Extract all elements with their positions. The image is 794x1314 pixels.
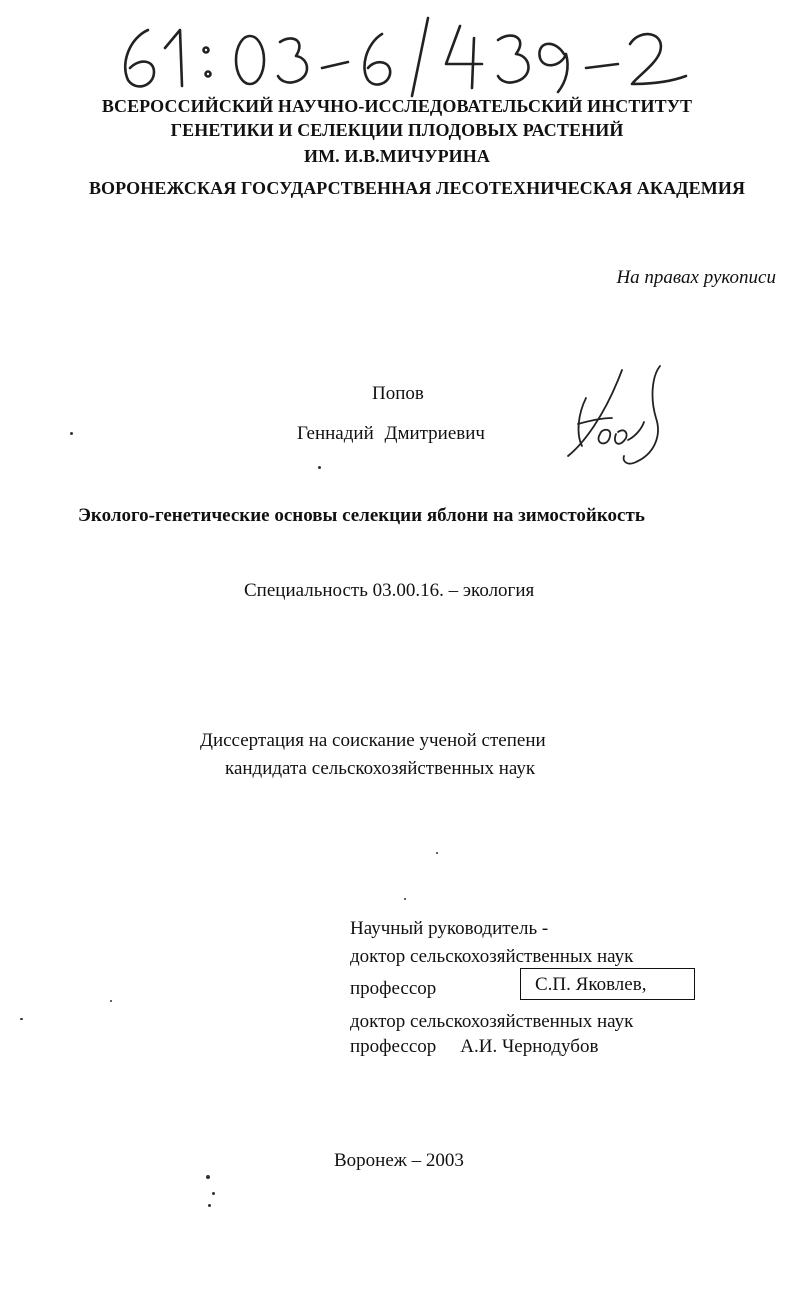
scan-speck	[212, 1192, 215, 1195]
degree-line-1: Диссертация на соискание ученой степени	[200, 730, 546, 751]
scan-speck	[208, 1204, 211, 1207]
scan-speck	[404, 898, 406, 900]
institution-line-4: ВОРОНЕЖСКАЯ ГОСУДАРСТВЕННАЯ ЛЕСОТЕХНИЧЕСКАЯ АКАДЕМИЯ	[88, 178, 746, 198]
supervisor-1-name: С.П. Яковлев,	[535, 974, 647, 995]
supervisor-2-line	[350, 1036, 598, 1058]
supervisor-1-rank: профессор	[350, 978, 437, 999]
institution-line-3: ИМ. И.В.МИЧУРИНА	[303, 146, 490, 166]
author-signature	[556, 362, 676, 470]
supervisor-1-name-box	[520, 968, 695, 1000]
scan-speck	[110, 1000, 112, 1002]
scan-speck	[20, 1018, 23, 1020]
scan-speck	[318, 466, 321, 469]
scan-speck	[436, 852, 438, 854]
author-given-names: Геннадий Дмитриевич	[297, 423, 485, 444]
handwritten-catalog-number	[110, 8, 710, 98]
supervisor-1-degree: доктор сельскохозяйственных наук	[350, 946, 634, 967]
dissertation-title: Эколого-генетические основы селекции яблони на зимостойкость	[78, 505, 645, 526]
scan-speck	[206, 1175, 210, 1179]
specialty: Специальность 03.00.16. – экология	[244, 580, 535, 601]
supervisor-heading: Научный руководитель -	[350, 918, 549, 939]
institution-line-2: ГЕНЕТИКИ И СЕЛЕКЦИИ ПЛОДОВЫХ РАСТЕНИЙ	[170, 120, 624, 140]
place-and-year: Воронеж – 2003	[334, 1150, 464, 1171]
author-surname: Попов	[372, 383, 424, 404]
institution-line-1: ВСЕРОССИЙСКИЙ НАУЧНО-ИССЛЕДОВАТЕЛЬСКИЙ ИНСТИТУТ	[101, 96, 693, 116]
scan-speck	[70, 432, 73, 435]
supervisor-2-rank: профессор	[350, 1036, 437, 1057]
supervisor-2-name: А.И. Чернодубов	[460, 1036, 599, 1057]
supervisor-2-degree: доктор сельскохозяйственных наук	[350, 1011, 634, 1032]
handwritten-number-drawing	[110, 8, 710, 98]
manuscript-note: На правах рукописи	[616, 267, 776, 288]
degree-line-2: кандидата сельскохозяйственных наук	[225, 758, 536, 779]
